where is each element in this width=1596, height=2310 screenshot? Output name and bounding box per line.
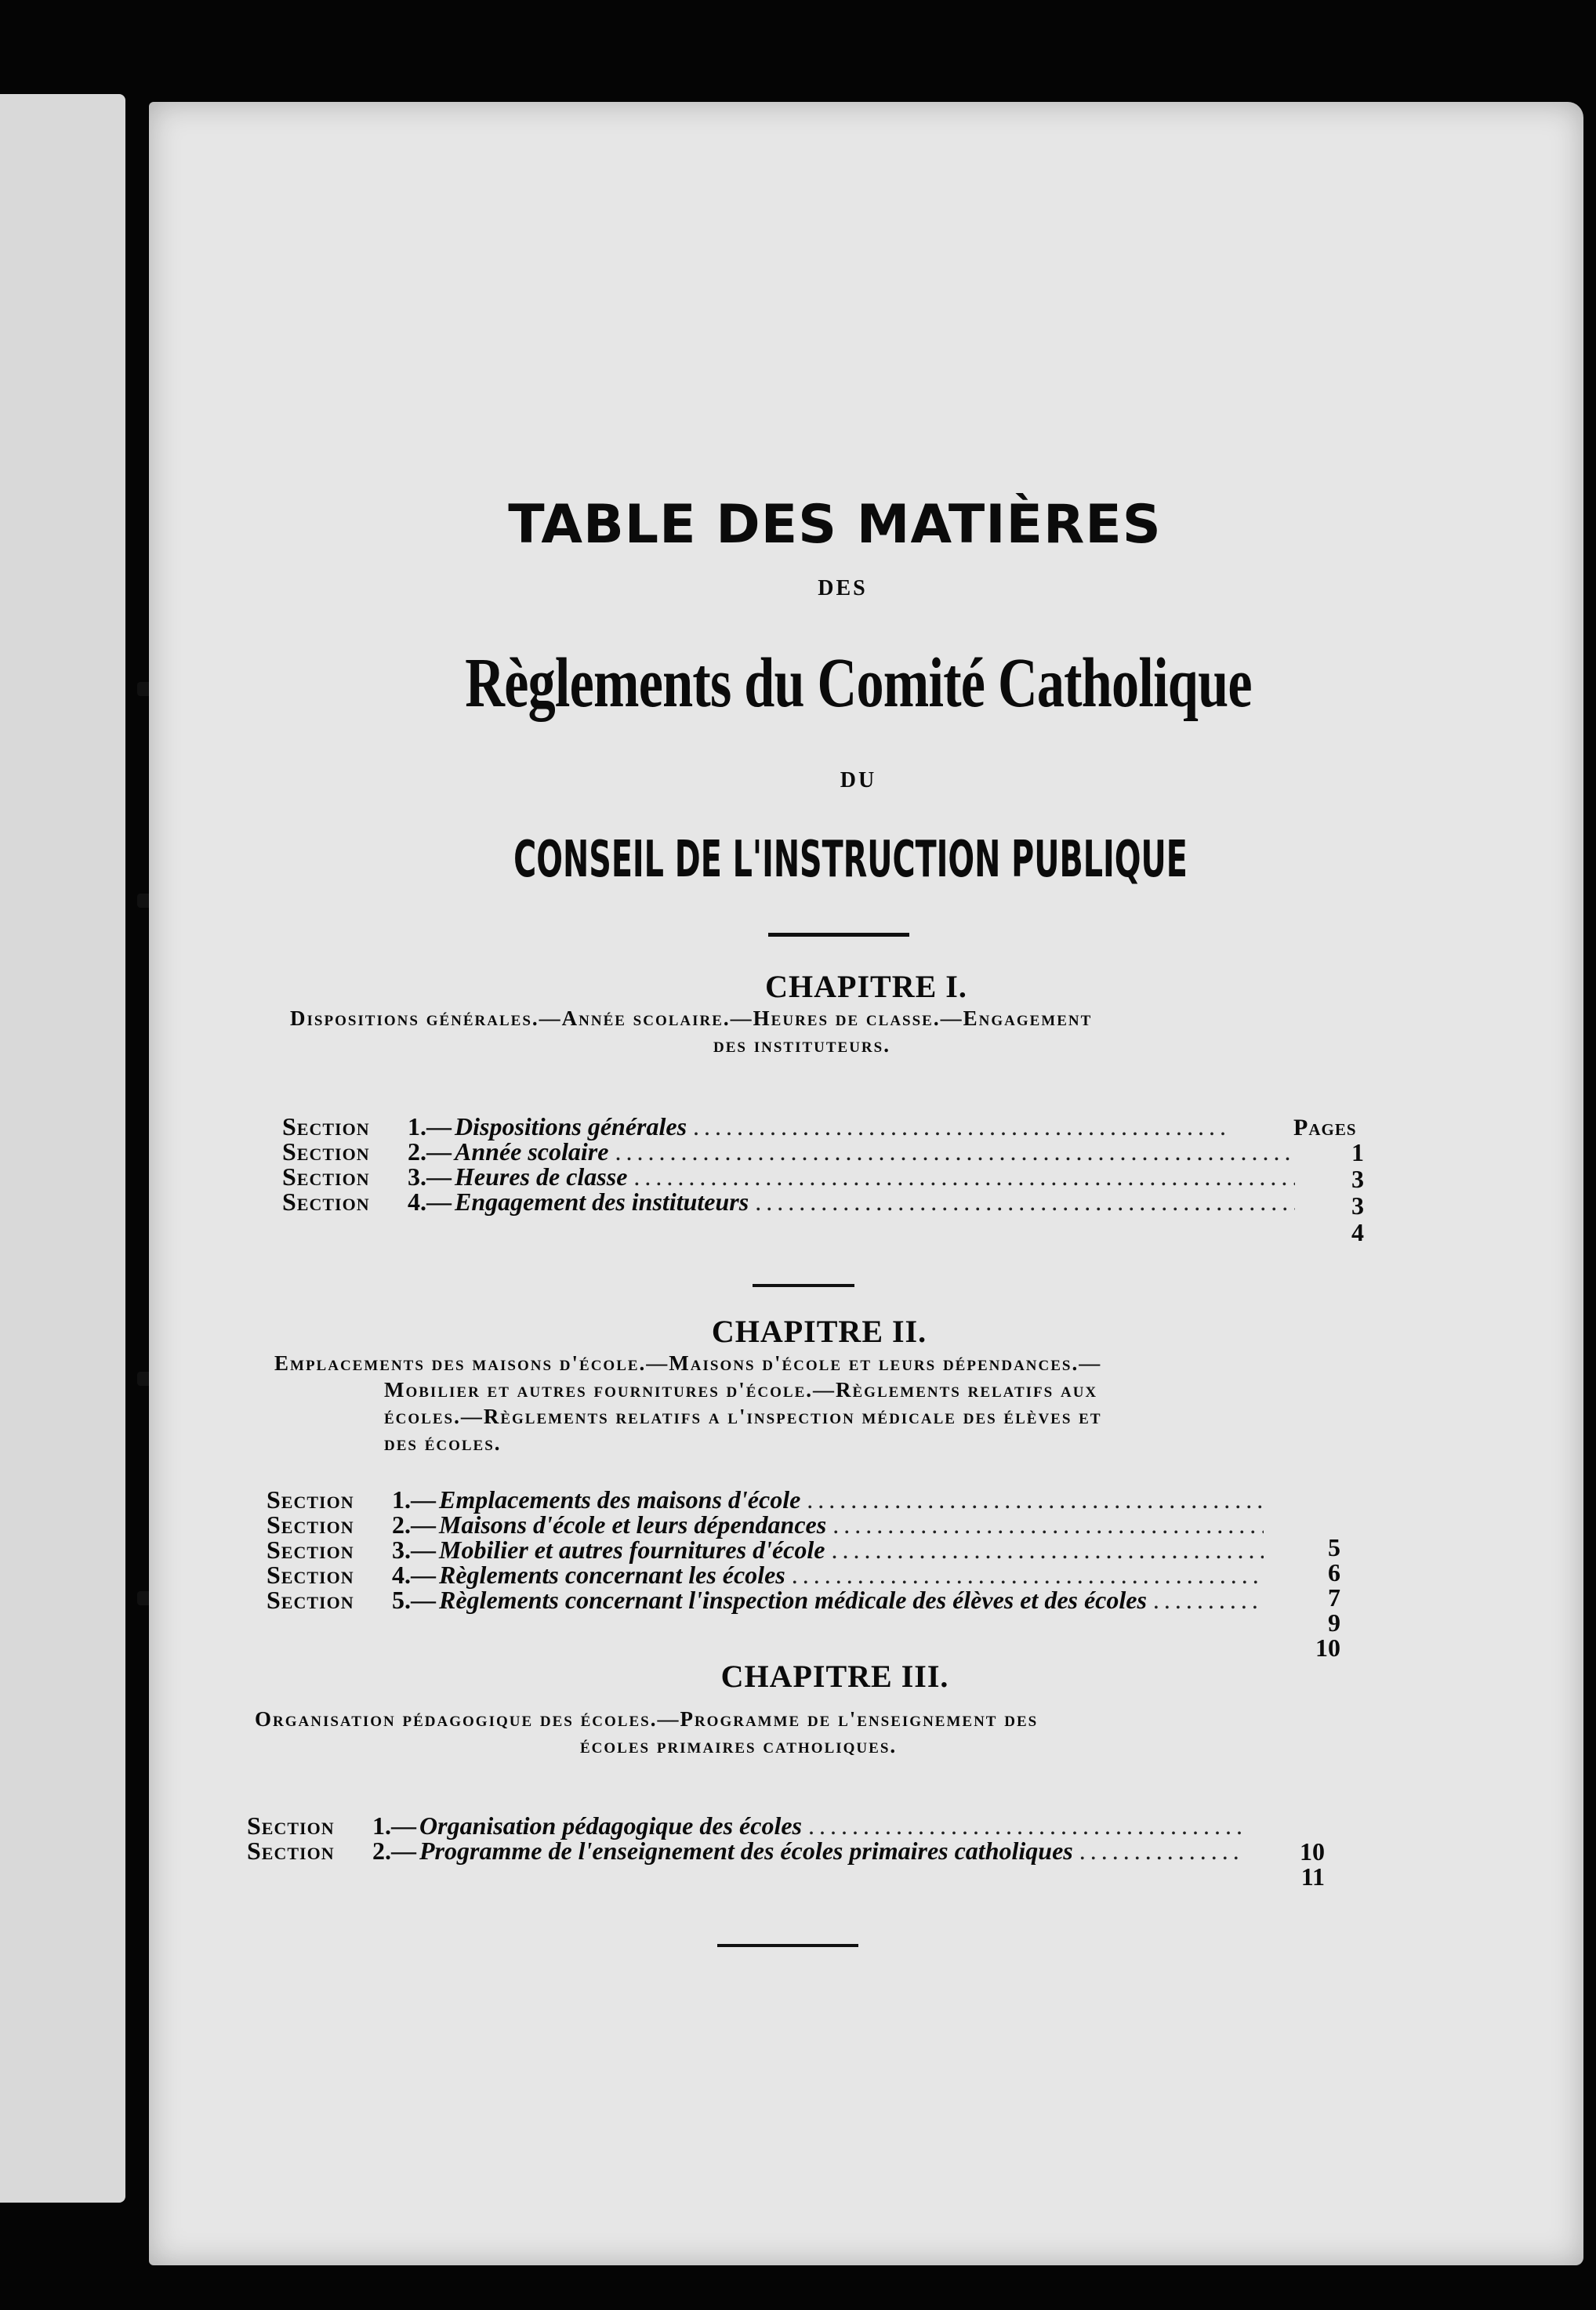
section-label: Section <box>247 1811 335 1840</box>
chapter-title: CHAPITRE III. <box>720 1659 949 1694</box>
section-number: 2.— <box>372 1837 416 1865</box>
section-title: Organisation pédagogique des écoles <box>419 1811 802 1840</box>
dot-leader <box>807 1486 1264 1513</box>
page-number: 4 <box>1351 1218 1364 1246</box>
toc-row <box>267 1536 1270 1563</box>
page-number: 5 <box>1328 1533 1340 1561</box>
chapter-description-line: Organisation pédagogique des écoles.—Programme de l'enseignement des <box>255 1707 1039 1731</box>
dot-leader <box>1079 1837 1244 1864</box>
section-number: 2.— <box>408 1137 452 1166</box>
toc-row <box>282 1188 1301 1215</box>
document-page <box>149 102 1583 2265</box>
section-label: Section <box>267 1561 354 1589</box>
chapter-description-line: des instituteurs. <box>713 1033 890 1057</box>
page-number: 1 <box>1351 1138 1364 1166</box>
section-number: 4.— <box>408 1188 452 1216</box>
toc-row <box>267 1587 1270 1613</box>
section-label: Section <box>267 1485 354 1514</box>
dot-leader <box>615 1138 1295 1165</box>
section-number: 1.— <box>372 1811 416 1840</box>
dot-leader <box>808 1812 1244 1839</box>
left-page-edge <box>0 94 125 2203</box>
page-number: 3 <box>1351 1165 1364 1193</box>
section-label: Section <box>282 1188 370 1216</box>
section-title: Année scolaire <box>455 1137 609 1166</box>
section-number: 3.— <box>408 1162 452 1191</box>
divider <box>753 1284 854 1287</box>
section-number: 5.— <box>392 1586 436 1614</box>
section-title: Heures de classe <box>455 1162 628 1191</box>
toc-row <box>282 1113 1239 1140</box>
section-number: 2.— <box>392 1510 436 1539</box>
toc-row <box>282 1138 1301 1165</box>
page-number: 10 <box>1300 1837 1325 1866</box>
chapter-description-line: écoles primaires catholiques. <box>580 1734 898 1757</box>
section-title: Règlements concernant l'inspection médicale des élèves et des écoles <box>439 1586 1147 1614</box>
chapter-description-line: écoles.—Règlements relatifs a l'inspection médicale des élèves et <box>384 1405 1102 1428</box>
chapter-description-line: Mobilier et autres fournitures d'école.—Règlements relatifs aux <box>384 1378 1098 1402</box>
page-title: TABLE DES MATIÈRES <box>508 494 1162 556</box>
page-number: 10 <box>1315 1634 1340 1662</box>
dot-leader <box>755 1188 1295 1215</box>
section-label: Section <box>267 1536 354 1564</box>
page-number: 7 <box>1328 1583 1340 1612</box>
section-label: Section <box>282 1162 370 1191</box>
chapter-description-line: des écoles. <box>384 1431 502 1455</box>
connector-des: DES <box>818 576 868 600</box>
page-number: 3 <box>1351 1191 1364 1220</box>
section-label: Section <box>282 1137 370 1166</box>
section-title: Engagement des instituteurs <box>455 1188 749 1216</box>
divider <box>717 1944 858 1947</box>
section-number: 1.— <box>408 1112 452 1140</box>
page-number: 11 <box>1300 1862 1325 1891</box>
dot-leader <box>1153 1587 1264 1613</box>
pages-label: Pages <box>1293 1115 1357 1140</box>
dot-leader <box>831 1536 1264 1563</box>
connector-du: DU <box>840 768 877 792</box>
section-title: Emplacements des maisons d'école <box>439 1485 801 1514</box>
subtitle: Règlements du Comité Catholique <box>465 644 1252 722</box>
dot-leader <box>792 1561 1264 1588</box>
toc-row <box>267 1486 1270 1513</box>
divider <box>768 933 909 937</box>
chapter-title: CHAPITRE II. <box>711 1314 927 1349</box>
toc-row <box>267 1511 1270 1538</box>
chapter-description-line: Emplacements des maisons d'école.—Maisons d'école et leurs dépendances.— <box>274 1351 1102 1375</box>
toc-row <box>247 1837 1250 1864</box>
page-number: 9 <box>1328 1608 1340 1637</box>
council-title: CONSEIL DE L'INSTRUCTION PUBLIQUE <box>513 831 1188 889</box>
chapter-title: CHAPITRE I. <box>765 969 967 1004</box>
section-title: Programme de l'enseignement des écoles primaires catholiques <box>419 1837 1073 1865</box>
section-title: Règlements concernant les écoles <box>439 1561 785 1589</box>
section-label: Section <box>282 1112 370 1140</box>
dot-leader <box>693 1113 1232 1140</box>
toc-row <box>282 1163 1301 1190</box>
section-number: 1.— <box>392 1485 436 1514</box>
dot-leader <box>633 1163 1295 1190</box>
toc-row <box>247 1812 1250 1839</box>
section-title: Maisons d'école et leurs dépendances <box>439 1510 827 1539</box>
chapter-description-line: Dispositions générales.—Année scolaire.—Heures de classe.—Engagement <box>290 1006 1093 1030</box>
dot-leader <box>832 1511 1264 1538</box>
section-label: Section <box>267 1586 354 1614</box>
section-title: Mobilier et autres fournitures d'école <box>439 1536 825 1564</box>
page-number: 6 <box>1328 1558 1340 1587</box>
section-label: Section <box>247 1837 335 1865</box>
section-number: 4.— <box>392 1561 436 1589</box>
toc-row <box>267 1561 1270 1588</box>
section-title: Dispositions générales <box>455 1112 687 1140</box>
section-label: Section <box>267 1510 354 1539</box>
section-number: 3.— <box>392 1536 436 1564</box>
